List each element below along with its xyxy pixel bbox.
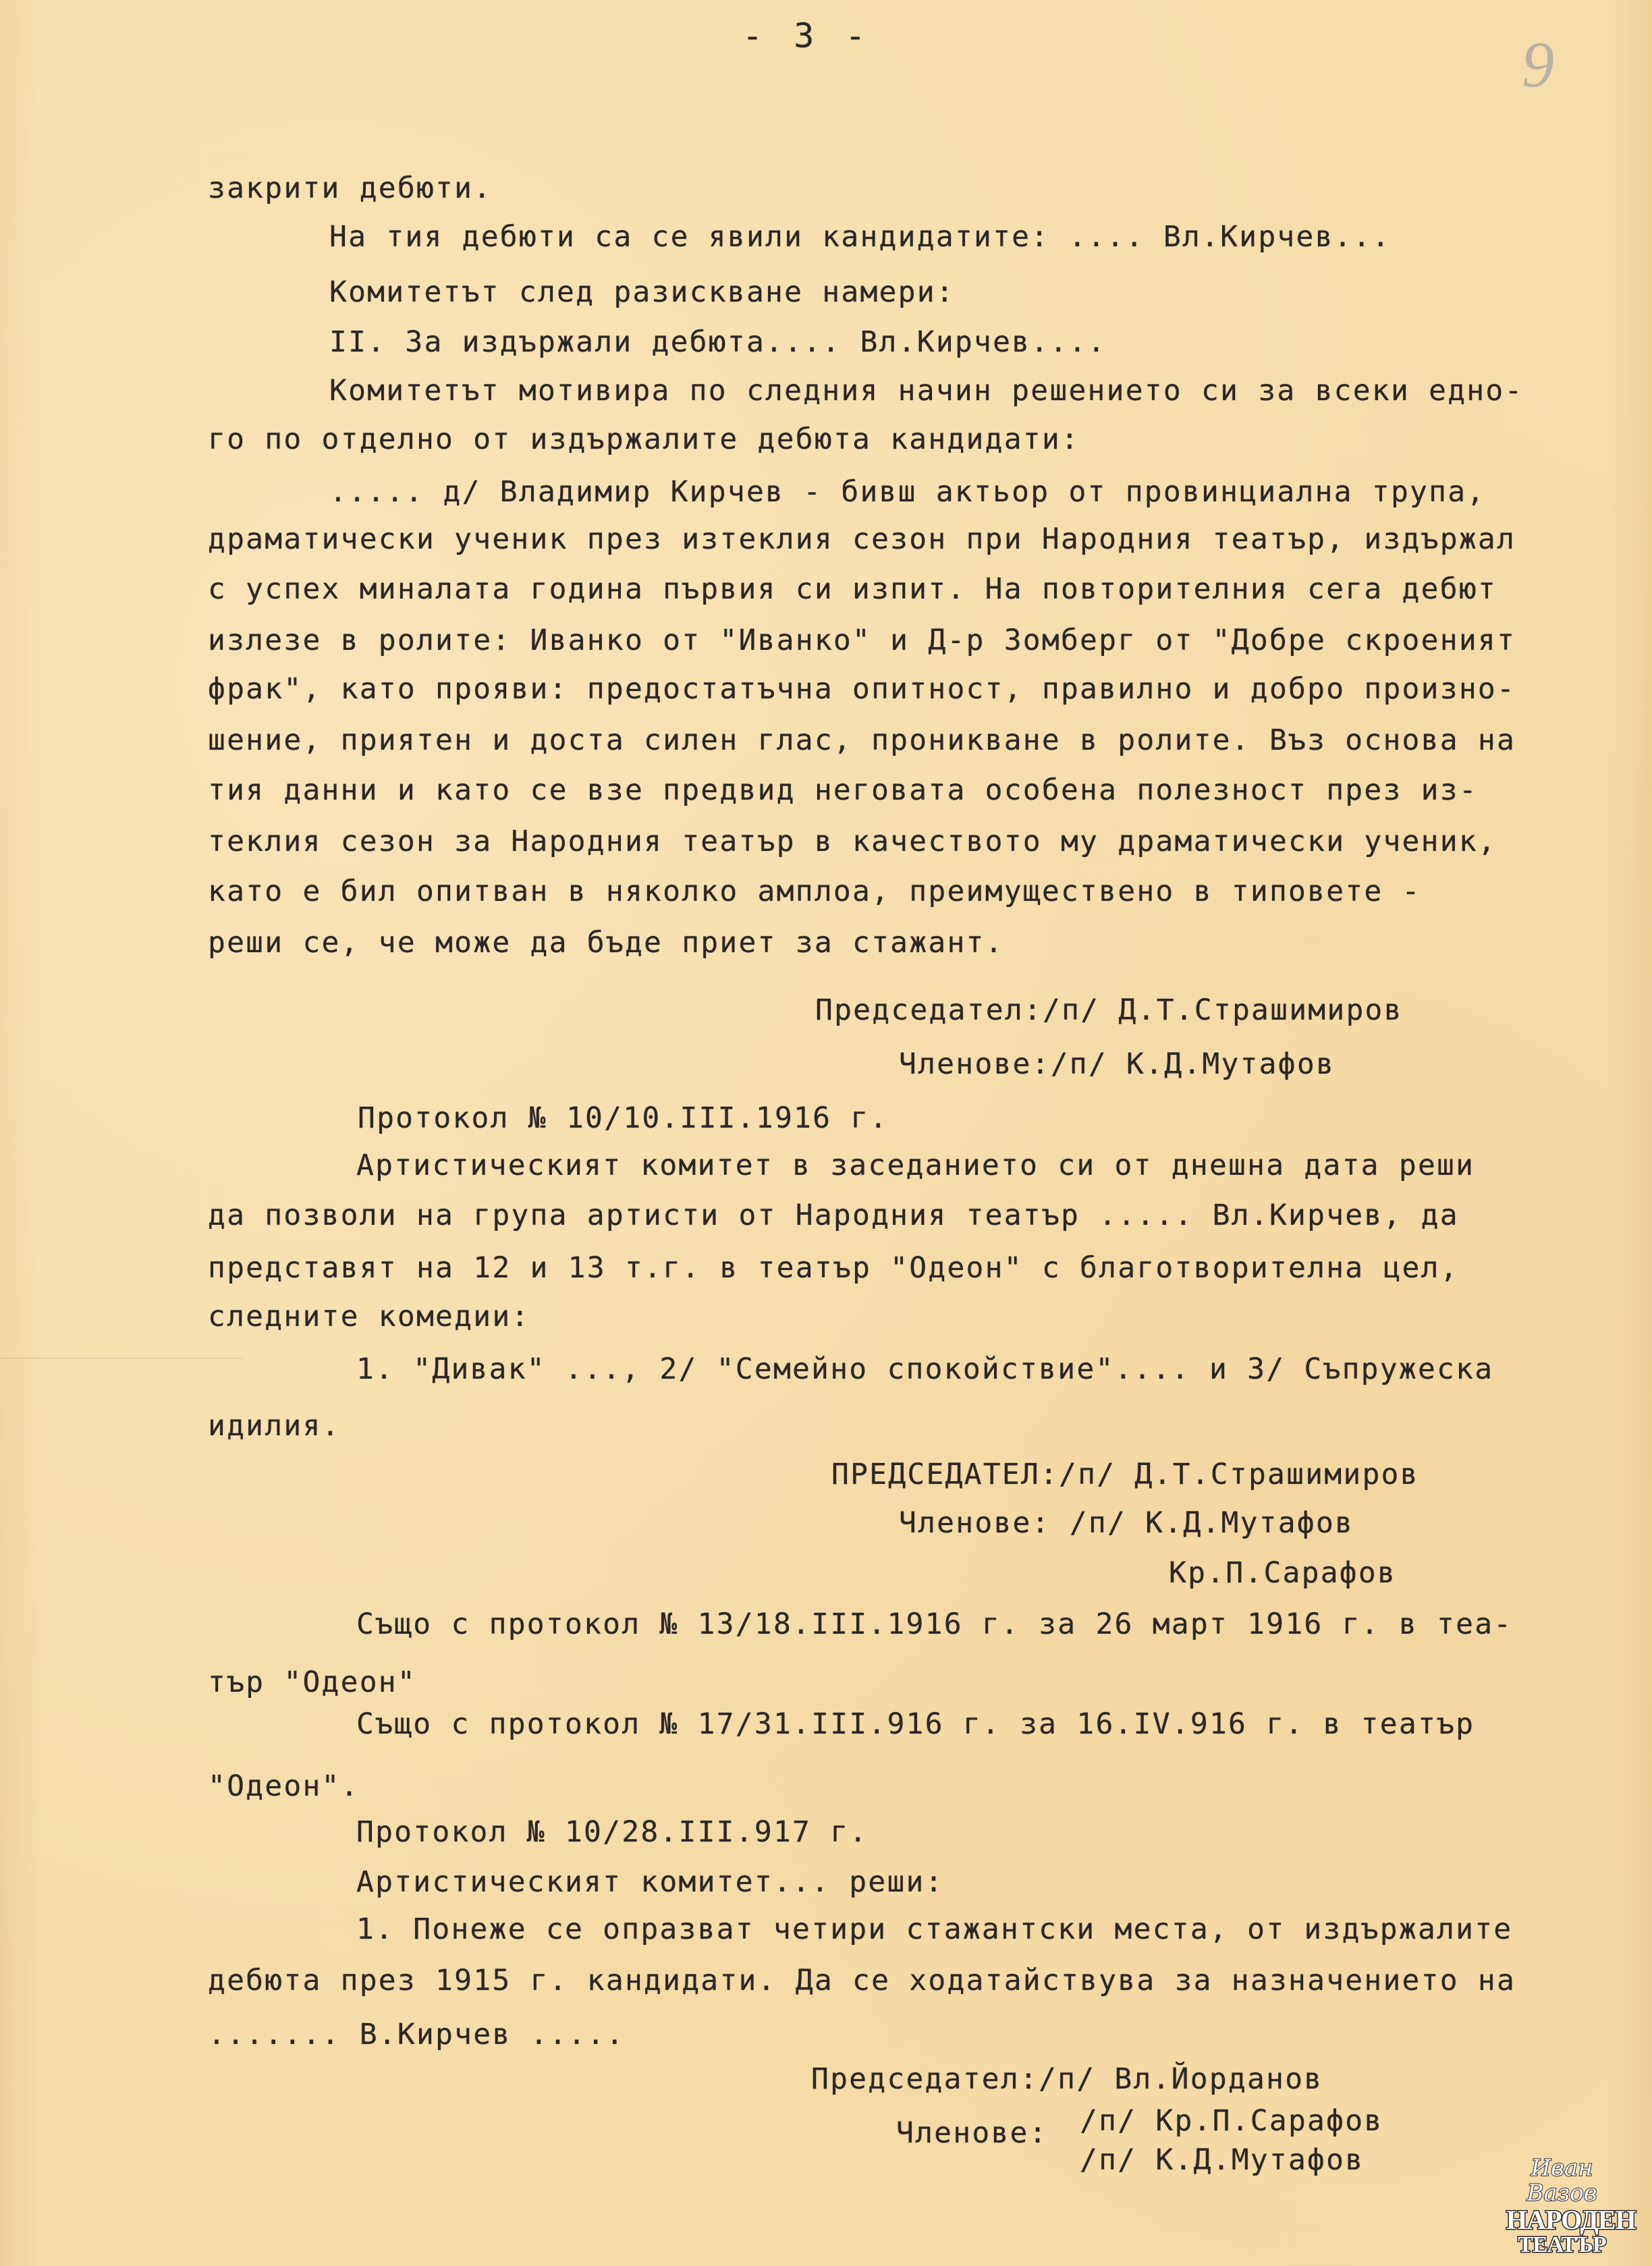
- text-line: ....... В.Кирчев .....: [208, 2018, 625, 2051]
- text-line: като е бил опитван в няколко амплоа, преимуществено в типовете -: [208, 875, 1421, 908]
- text-line: Също с протокол № 17/31.III.916 г. за 16.IV.916 г. в театър: [356, 1707, 1475, 1741]
- text-line: На тия дебюти са се явили кандидатите: .... Вл.Кирчев...: [329, 220, 1391, 254]
- text-line: дебюта през 1915 г. кандидати. Да се ходатайствува за назначението на: [208, 1964, 1516, 1997]
- signature-members: Членове:/п/ К.Д.Мутафов: [899, 1047, 1336, 1081]
- protocol-title: Протокол № 10/10.III.1916 г.: [358, 1101, 889, 1135]
- text-line: Също с протокол № 13/18.III.1916 г. за 26 март 1916 г. в теа-: [356, 1607, 1513, 1641]
- text-line: го по отделно от издържалите дебюта кандидати:: [208, 422, 1080, 456]
- text-line: идилия.: [208, 1409, 341, 1443]
- text-line: драматически ученик през изтеклия сезон при Народния театър, издържал: [208, 522, 1516, 556]
- text-line: шение, приятен и доста силен глас, проникване в ролите. Въз основа на: [208, 723, 1516, 757]
- page-number: - 3 -: [742, 16, 871, 55]
- national-theatre-logo: [1506, 2155, 1636, 2257]
- text-line: ..... д/ Владимир Кирчев - бивш актьор от провинциална трупа,: [329, 475, 1486, 509]
- text-line: II. За издържали дебюта.... Вл.Кирчев....: [329, 325, 1107, 359]
- text-line: 1. Понеже се опразват четири стажантски места, от издържалите: [356, 1912, 1513, 1946]
- text-line: 1. "Дивак" ..., 2/ "Семейно спокойствие".... и 3/ Съпружеска: [356, 1352, 1494, 1386]
- signature-member: /п/ Кр.П.Сарафов: [1080, 2104, 1383, 2138]
- text-line: тия данни и като се взе предвид неговата особена полезност през из-: [208, 773, 1478, 807]
- signature-chairman: ПРЕДСЕДАТЕЛ:/п/ Д.Т.Страшимиров: [831, 1458, 1419, 1491]
- text-line: закрити дебюти.: [208, 171, 493, 205]
- text-line: тър "Одеон": [208, 1665, 416, 1699]
- logo-script: Иван Вазов: [1526, 2155, 1597, 2207]
- text-line: Артистическият комитет в заседанието си от днешна дата реши: [356, 1149, 1475, 1182]
- text-line: излезе в ролите: Иванко от "Иванко" и Д-р Зомберг от "Добре скроеният: [208, 624, 1516, 657]
- signature-chairman: Председател:/п/ Вл.Йорданов: [811, 2062, 1323, 2096]
- text-line: представят на 12 и 13 т.г. в театър "Одеон" с благотворителна цел,: [208, 1251, 1459, 1285]
- text-line: Комитетът мотивира по следния начин решението си за всеки едно-: [329, 374, 1524, 408]
- signature-member: /п/ К.Д.Мутафов: [1080, 2143, 1365, 2177]
- text-line: фрак", като прояви: предостатъчна опитност, правилно и добро произно-: [208, 672, 1516, 706]
- logo-line-1: НАРОДЕН: [1506, 2204, 1636, 2235]
- text-line: реши се, че може да бъде приет за стажант.: [208, 926, 1004, 960]
- signature-chairman: Председател:/п/ Д.Т.Страшимиров: [815, 993, 1403, 1027]
- text-line: теклия сезон за Народния театър в качеството му драматически ученик,: [208, 825, 1497, 858]
- text-line: с успех миналата година първия си изпит. На повторителния сега дебют: [208, 572, 1497, 606]
- text-line: да позволи на група артисти от Народния театър ..... Вл.Кирчев, да: [208, 1198, 1459, 1232]
- text-line: Комитетът след разискване намери:: [329, 275, 955, 309]
- logo-line-2: ТЕАТЪР: [1518, 2232, 1606, 2257]
- text-line: "Одеон".: [208, 1769, 360, 1803]
- signature-members: Кр.П.Сарафов: [1169, 1556, 1397, 1590]
- protocol-title: Протокол № 10/28.III.917 г.: [356, 1815, 869, 1849]
- signature-members-label: Членове:: [896, 2116, 1048, 2150]
- signature-members: Членове: /п/ К.Д.Мутафов: [899, 1506, 1354, 1540]
- folio-mark: 9: [1522, 28, 1554, 101]
- text-line: следните комедии:: [208, 1300, 530, 1333]
- text-line: Артистическият комитет... реши:: [356, 1865, 944, 1899]
